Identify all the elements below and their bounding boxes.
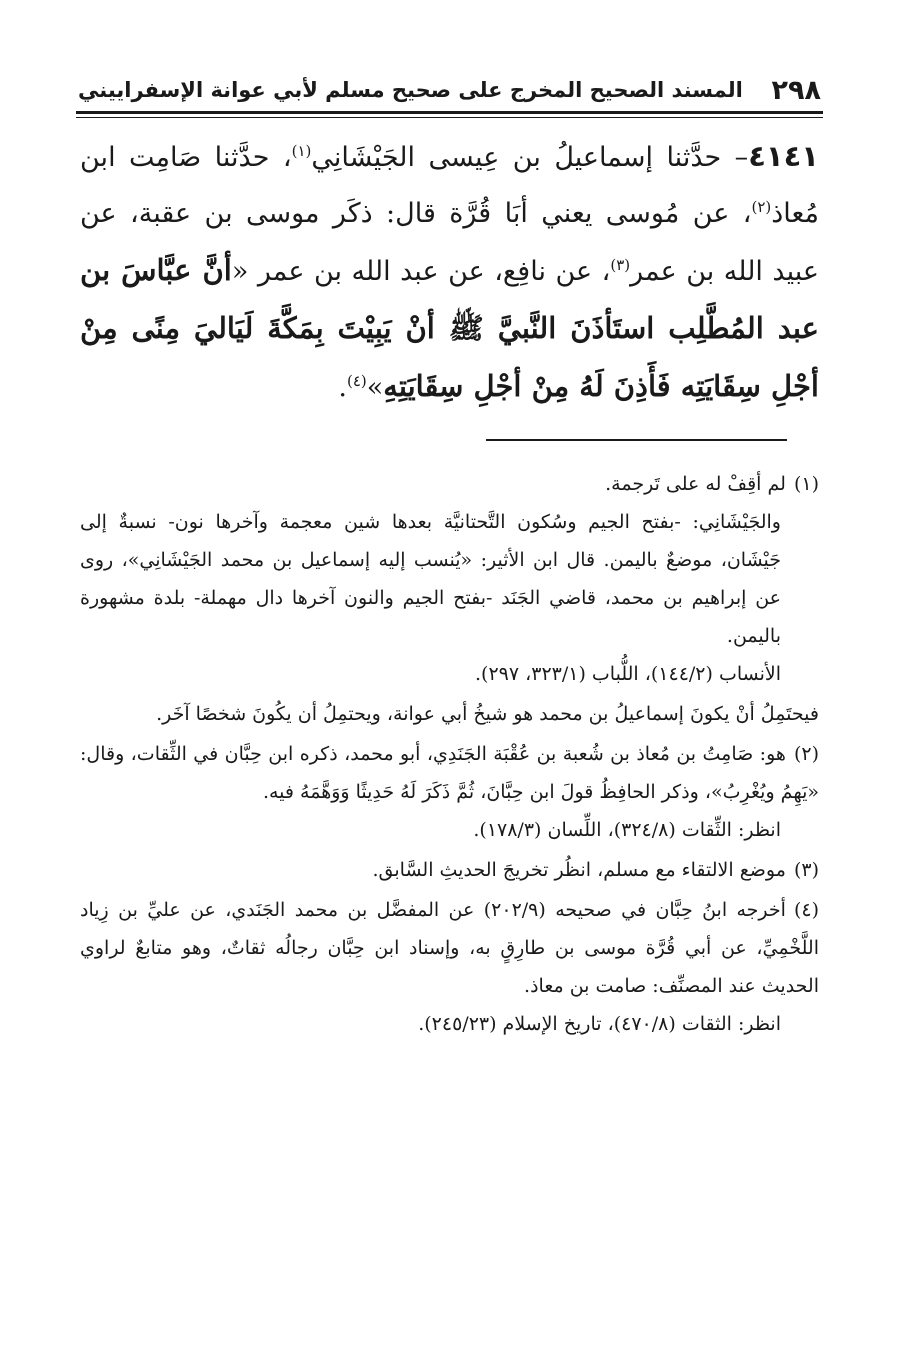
footnote-4-para1: انظر: الثقات (٤٧٠/٨)، تاريخ الإسلام (٢٤٥/٢٣). xyxy=(418,1013,781,1035)
page-number: ٢٩٨ xyxy=(771,74,821,106)
isnad-part-1: – حدَّثنا إسماعيلُ بن عِيسى الجَيْشَانِي xyxy=(311,142,749,173)
hadith-text xyxy=(80,128,819,416)
footnote-4-mark: (٤) xyxy=(793,899,819,921)
footnote-separator xyxy=(486,439,787,441)
footnote-3 xyxy=(80,851,819,889)
footnote-4 xyxy=(80,891,819,1043)
footnote-1-mark: (١) xyxy=(793,473,819,495)
footnote-2 xyxy=(80,735,819,849)
hadith-number: ٤١٤١ xyxy=(748,139,819,173)
isnad-part-3: ، عن مُوسى يعني أبَا قُرَّة قال: ذكَر موسى بن عقبة، عن عبيد الله بن عمر xyxy=(80,198,819,287)
header-rule-thin xyxy=(76,117,823,118)
footnote-2-para1: انظر: الثِّقات (٣٢٤/٨)، اللِّسان (١٧٨/٣). xyxy=(473,819,781,841)
running-title: المسند الصحيح المخرج على صحيح مسلم لأبي عوانة الإسفراييني xyxy=(78,78,743,102)
footnote-ref-1[interactable]: (١) xyxy=(291,142,312,160)
header-rule-thick xyxy=(76,111,823,114)
footnote-ref-3[interactable]: (٣) xyxy=(610,256,631,274)
hadith-end: . xyxy=(338,372,347,403)
isnad-part-4: ، عن نافِع، عن عبد الله بن عمر « xyxy=(231,256,611,287)
footnote-3-mark: (٣) xyxy=(793,859,819,881)
footnote-1-line1: لم أقِفْ له على تَرجمة. xyxy=(605,473,786,495)
footnote-3-line1: موضع الالتقاء مع مسلم، انظُر تخريجَ الحديثِ السَّابق. xyxy=(372,859,786,881)
footnote-2-mark: (٢) xyxy=(793,743,819,765)
matn-closing-quote: » xyxy=(366,372,384,403)
footnote-1-para2: الأنساب (١٤٤/٢)، اللُّباب (٣٢٣/١، ٢٩٧). xyxy=(474,663,781,685)
footnote-ref-4[interactable]: (٤) xyxy=(346,372,367,390)
page-header xyxy=(78,70,821,110)
footnote-ref-2[interactable]: (٢) xyxy=(751,198,772,216)
footnotes xyxy=(80,465,819,1043)
hadith-matn: أنَّ عبَّاسَ بن عبد المُطَّلِب استَأذَنَ النَّبيَّ ﷺ أنْ يَبِيْتَ بِمَكَّةَ لَيَاليَ مِنًى مِنْ أجْلِ سِقَايَتِه فَأَذِنَ لَهُ مِنْ أجْلِ سِقَايَتِهِ xyxy=(80,253,819,403)
footnote-4-line1: أخرجه ابنُ حِبَّان في صحيحه (٢٠٢/٩) عن المفضَّل بن محمد الجَنَدي، عن عليِّ بن زِياد اللَّخْمِيِّ، عن أبي قُرَّة موسى بن طارِقٍ به، وإسناد ابن حِبَّان رجالُه ثقاتٌ، وهو متابعٌ لراوي الحديث عند المصنِّف: صامت بن معاذ. xyxy=(80,899,819,997)
footnote-1-para3: فيحتَمِلُ أنْ يكونَ إسماعيلُ بن محمد هو شيخُ أبي عوانة، ويحتمِلُ أن يكُونَ شخصًا آخَر. xyxy=(156,703,819,725)
footnote-1-para1: والجَيْشَانِي: -بفتح الجيم وسُكون التَّحتانيَّة بعدها شين معجمة وآخرها نون- نسبةٌ إلى جَيْشَان، موضعٌ باليمن. قال ابن الأثير: «يُنسب إليه إسماعيل بن محمد الجَيْشَانِي»، روى عن إبراهيم بن محمد، قاضي الجَنَد -بفتح الجيم والنون آخرها دال مهملة- بلدة مشهورة باليمن. xyxy=(80,511,781,647)
footnote-2-line1: هو: صَامِتُ بن مُعاذ بن شُعبة بن عُقْبَة الجَنَدِي، أبو محمد، ذكره ابن حِبَّان في الثِّقات، وقال: «يَهِمُ ويُغْرِبُ»، وذكر الحافِظُ قولَ ابن حِبَّانَ، ثُمَّ ذَكَرَ لَهُ حَدِيثًا وَوَهَّمَهُ فيه. xyxy=(80,743,819,803)
isnad-part-2: ، حدَّثنا صَامِت ابن مُعاذ xyxy=(80,142,819,229)
footnote-1 xyxy=(80,465,819,693)
